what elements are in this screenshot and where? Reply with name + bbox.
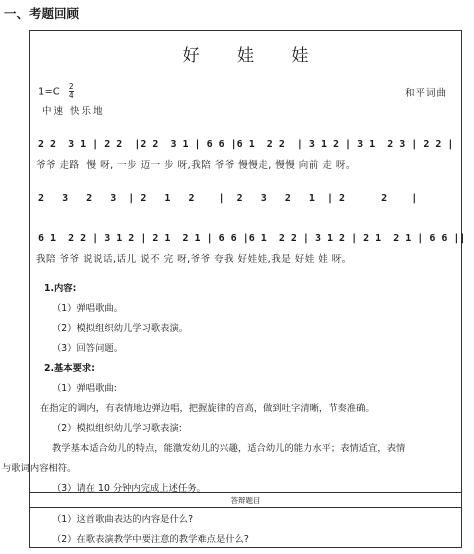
tempo-marking: 中速 快乐地 <box>42 106 105 117</box>
composer-credit: 和平词曲 <box>404 88 447 99</box>
content-item: （2）模拟组织幼儿学习歌表演。 <box>52 323 189 334</box>
score-lyrics-line-3: 我陪 爷爷 说说话,话儿 说不 完 呀,爷爷 夸我 好娃娃,我是 好娃 娃 呀。 <box>36 254 352 265</box>
key-label: 1=C <box>38 86 60 98</box>
score-lyrics-line-1: 爷爷 走路 慢 呀, 一步 迈一 步 呀,我陪 爷爷 慢慢走, 慢慢 向前 走 呀。 <box>36 160 356 171</box>
song-title: 好 娃 娃 <box>182 46 325 66</box>
score-notes-line-1: 2 2 3 1 | 2 2 |2 2 3 1 | 6 6 |6 1 2 2 | 3 1 2 | 3 1 2 3 | 2 2 | <box>38 139 454 150</box>
content-item: （1）弹唱歌曲。 <box>52 303 123 314</box>
requirement-1-title: （1）弹唱歌曲: <box>52 383 117 394</box>
content-item: （3）回答问题。 <box>52 343 123 354</box>
requirement-2-text: 教学基本适合幼儿的特点，能激发幼儿的兴趣，适合幼儿的能力水平；表情适宜，表情 <box>52 443 406 454</box>
requirement-2-title: （2）模拟组织幼儿学习歌表演: <box>52 423 182 434</box>
score-notes-line-3: 6 1 2 2 | 3 1 2 | 2 1 2 1 | 6 6 |6 1 2 2 | 3 1 2 | 2 1 2 1 | 6 6 || <box>38 233 466 244</box>
exam-frame <box>2 30 466 548</box>
meter-bottom: 4 <box>68 91 74 100</box>
requirement-2-text-cont: 与歌词内容相符。 <box>2 463 77 474</box>
key-signature <box>38 83 74 100</box>
question-1: （1）这首歌曲表达的内容是什么? <box>52 514 194 525</box>
divider <box>30 507 461 508</box>
requirement-3: （3）请在 10 分钟内完成上述任务。 <box>52 483 206 494</box>
section-heading: 一、考题回顾 <box>4 6 80 21</box>
divider <box>30 492 461 493</box>
time-signature <box>69 83 74 100</box>
requirement-1-text: 在指定的调内，有表情地边弹边唱，把握旋律的音高，做到吐字清晰，节奏准确。 <box>40 403 375 414</box>
content-heading: 1.内容: <box>44 283 77 294</box>
score-notes-line-2: 2 3 2 3 | 2 1 2 | 2 3 2 1 | 2 2 | <box>38 193 418 204</box>
requirements-content <box>2 279 461 499</box>
answer-section-heading: 答辩题目 <box>230 496 261 505</box>
meter-top: 2 <box>68 82 74 91</box>
requirements-heading: 2.基本要求: <box>44 363 95 374</box>
question-2: （2）在歌表演教学中要注意的教学难点是什么? <box>52 534 249 545</box>
